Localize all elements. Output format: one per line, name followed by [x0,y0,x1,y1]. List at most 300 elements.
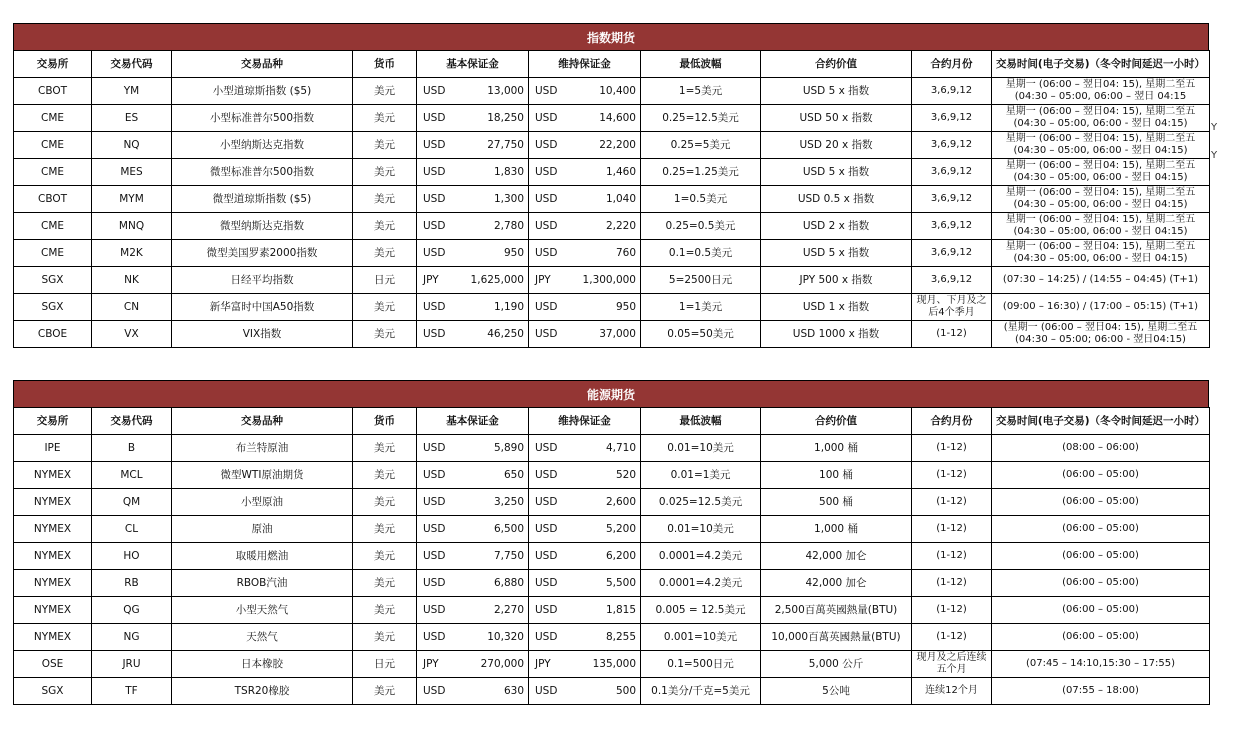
tick-cell: 1=5美元 [641,78,761,105]
maint-margin-value: 760 [615,246,636,259]
initial-margin-wrap [417,442,528,455]
contract-value-cell: USD 5 x 指数 [761,78,912,105]
currency-cell: 美元 [353,516,417,543]
maint-margin-wrap [529,220,640,233]
column-header: 基本保证金 [417,51,529,78]
product-cell: 小型原油 [172,489,353,516]
energy-futures-table [13,407,1210,705]
initial-margin-wrap [417,631,528,644]
column-header: 最低波幅 [641,51,761,78]
initial-margin-wrap [417,685,528,698]
contract-value-cell: 42,000 加仑 [761,543,912,570]
trading-hours-cell: (06:00 – 05:00) [992,624,1210,651]
column-header: 交易品种 [172,51,353,78]
initial-margin-cell [417,570,529,597]
stray-mark: Y [1211,122,1218,133]
trading-hours-cell: 星期一 (06:00 – 翌日04: 15), 星期二至五 (04:30 – 05:00, 06:00 - 翌日 04:15) [992,186,1210,213]
maint-margin-wrap [529,85,640,98]
maint-margin-wrap [529,301,640,314]
currency-cell: 美元 [353,132,417,159]
initial-margin-value: 270,000 [480,657,524,670]
exchange-cell: CME [14,105,92,132]
contract-months-cell: 现月及之后连续五个月 [912,651,992,678]
product-cell: RBOB汽油 [172,570,353,597]
column-header: 维持保证金 [529,408,641,435]
tick-cell: 1=1美元 [641,294,761,321]
contract-months-cell: (1-12) [912,489,992,516]
initial-margin-cell [417,435,529,462]
column-header: 交易代码 [92,51,172,78]
initial-margin-currency: USD [423,576,446,589]
maint-margin-value: 1,040 [605,192,636,205]
maint-margin-cell [529,132,641,159]
contract-value-cell: 5公吨 [761,678,912,705]
contract-months-cell: (1-12) [912,321,992,348]
maint-margin-value: 500 [615,684,636,697]
maint-margin-currency: USD [535,441,558,454]
initial-margin-value: 950 [503,246,524,259]
currency-cell: 美元 [353,105,417,132]
initial-margin-value: 7,750 [493,549,524,562]
contract-months-cell: (1-12) [912,516,992,543]
tick-cell: 0.01=1美元 [641,462,761,489]
maint-margin-value: 5,500 [605,576,636,589]
contract-value-cell: USD 5 x 指数 [761,159,912,186]
maint-margin-cell [529,213,641,240]
initial-margin-value: 1,830 [493,165,524,178]
contract-value-cell: USD 0.5 x 指数 [761,186,912,213]
currency-cell: 美元 [353,543,417,570]
energy-futures-title: 能源期货 [13,380,1209,407]
product-cell: TSR20橡胶 [172,678,353,705]
initial-margin-wrap [417,550,528,563]
product-cell: 微型WTI原油期货 [172,462,353,489]
contract-months-cell: 现月、下月及之后4个季月 [912,294,992,321]
initial-margin-value: 650 [503,468,524,481]
initial-margin-value: 5,890 [493,441,524,454]
table-row [14,516,1210,543]
product-cell: 小型纳斯达克指数 [172,132,353,159]
maint-margin-value: 135,000 [592,657,636,670]
maint-margin-wrap [529,577,640,590]
maint-margin-wrap [529,139,640,152]
trading-hours-cell: 星期一 (06:00 – 翌日04: 15), 星期二至五 (04:30 – 05:00, 06:00 – 翌日 04:15 [992,78,1210,105]
contract-months-cell: 3,6,9,12 [912,267,992,294]
initial-margin-value: 2,270 [493,603,524,616]
maint-margin-currency: USD [535,684,558,697]
maint-margin-cell [529,186,641,213]
tick-cell: 0.25=0.5美元 [641,213,761,240]
contract-value-cell: 5,000 公斤 [761,651,912,678]
initial-margin-currency: USD [423,441,446,454]
contract-value-cell: USD 5 x 指数 [761,240,912,267]
maint-margin-wrap [529,112,640,125]
exchange-cell: SGX [14,678,92,705]
product-cell: 小型标准普尔500指数 [172,105,353,132]
energy-futures-body [14,435,1210,705]
exchange-cell: CME [14,240,92,267]
column-header: 交易时间(电子交易)（冬令时间延迟一小时） [992,51,1210,78]
contract-months-cell: 3,6,9,12 [912,132,992,159]
initial-margin-cell [417,240,529,267]
exchange-cell: NYMEX [14,624,92,651]
table-row [14,294,1210,321]
initial-margin-currency: USD [423,522,446,535]
maint-margin-currency: USD [535,495,558,508]
contract-months-cell: (1-12) [912,462,992,489]
exchange-cell: CME [14,213,92,240]
exchange-cell: SGX [14,267,92,294]
maint-margin-currency: USD [535,549,558,562]
contract-value-cell: 2,500百萬英國熱量(BTU) [761,597,912,624]
contract-value-cell: USD 1 x 指数 [761,294,912,321]
maint-margin-cell [529,678,641,705]
exchange-cell: SGX [14,294,92,321]
maint-margin-value: 950 [615,300,636,313]
initial-margin-currency: JPY [423,273,439,286]
maint-margin-currency: JPY [535,657,551,670]
currency-cell: 美元 [353,624,417,651]
currency-cell: 美元 [353,570,417,597]
table-row [14,240,1210,267]
contract-months-cell: (1-12) [912,570,992,597]
column-header: 货币 [353,408,417,435]
table-row [14,132,1210,159]
initial-margin-wrap [417,193,528,206]
product-cell: 微型纳斯达克指数 [172,213,353,240]
contract-value-cell: USD 20 x 指数 [761,132,912,159]
currency-cell: 美元 [353,597,417,624]
product-cell: 天然气 [172,624,353,651]
initial-margin-value: 10,320 [487,630,524,643]
trading-hours-cell: (06:00 – 05:00) [992,489,1210,516]
column-header: 交易品种 [172,408,353,435]
index-futures-section [13,23,1209,348]
product-cell: 原油 [172,516,353,543]
maint-margin-value: 14,600 [599,111,636,124]
table-row [14,267,1210,294]
initial-margin-wrap [417,658,528,671]
initial-margin-currency: USD [423,630,446,643]
table-row [14,435,1210,462]
exchange-cell: NYMEX [14,489,92,516]
maint-margin-cell [529,159,641,186]
product-cell: 小型天然气 [172,597,353,624]
initial-margin-cell [417,78,529,105]
maint-margin-value: 1,460 [605,165,636,178]
trading-hours-cell: (07:45 – 14:10,15:30 – 17:55) [992,651,1210,678]
initial-margin-currency: USD [423,246,446,259]
index-futures-body [14,78,1210,348]
maint-margin-cell [529,267,641,294]
initial-margin-cell [417,651,529,678]
initial-margin-value: 13,000 [487,84,524,97]
initial-margin-cell [417,462,529,489]
maint-margin-cell [529,597,641,624]
currency-cell: 美元 [353,294,417,321]
maint-margin-cell [529,543,641,570]
maint-margin-value: 8,255 [605,630,636,643]
product-cell: 日经平均指数 [172,267,353,294]
initial-margin-cell [417,321,529,348]
currency-cell: 日元 [353,267,417,294]
column-header: 最低波幅 [641,408,761,435]
initial-margin-currency: USD [423,549,446,562]
tick-cell: 0.25=12.5美元 [641,105,761,132]
contract-months-cell: (1-12) [912,624,992,651]
initial-margin-wrap [417,166,528,179]
initial-margin-wrap [417,112,528,125]
table-row [14,105,1210,132]
maint-margin-currency: USD [535,192,558,205]
maint-margin-currency: USD [535,468,558,481]
currency-cell: 美元 [353,213,417,240]
currency-cell: 美元 [353,78,417,105]
code-cell: TF [92,678,172,705]
tick-cell: 0.25=1.25美元 [641,159,761,186]
initial-margin-value: 1,300 [493,192,524,205]
currency-cell: 美元 [353,678,417,705]
exchange-cell: CME [14,159,92,186]
tick-cell: 5=2500日元 [641,267,761,294]
table-row [14,489,1210,516]
maint-margin-wrap [529,550,640,563]
column-header: 合约月份 [912,408,992,435]
code-cell: MES [92,159,172,186]
product-cell: VIX指数 [172,321,353,348]
initial-margin-value: 18,250 [487,111,524,124]
maint-margin-value: 22,200 [599,138,636,151]
initial-margin-wrap [417,523,528,536]
trading-hours-cell: (星期一 (06:00 – 翌日04: 15), 星期二至五 (04:30 – 05:00; 06:00 - 翌日04:15) [992,321,1210,348]
table-row [14,462,1210,489]
initial-margin-cell [417,267,529,294]
initial-margin-cell [417,105,529,132]
contract-value-cell: USD 50 x 指数 [761,105,912,132]
maint-margin-cell [529,570,641,597]
maint-margin-wrap [529,274,640,287]
maint-margin-wrap [529,166,640,179]
maint-margin-value: 520 [615,468,636,481]
contract-months-cell: 连续12个月 [912,678,992,705]
tick-cell: 0.01=10美元 [641,516,761,543]
maint-margin-wrap [529,247,640,260]
maint-margin-wrap [529,496,640,509]
initial-margin-currency: JPY [423,657,439,670]
initial-margin-value: 6,500 [493,522,524,535]
maint-margin-cell [529,462,641,489]
maint-margin-currency: USD [535,603,558,616]
currency-cell: 美元 [353,159,417,186]
contract-months-cell: 3,6,9,12 [912,240,992,267]
contract-months-cell: (1-12) [912,543,992,570]
maint-margin-value: 5,200 [605,522,636,535]
initial-margin-currency: USD [423,84,446,97]
maint-margin-currency: USD [535,246,558,259]
code-cell: CN [92,294,172,321]
code-cell: M2K [92,240,172,267]
initial-margin-cell [417,132,529,159]
exchange-cell: IPE [14,435,92,462]
initial-margin-cell [417,543,529,570]
initial-margin-cell [417,597,529,624]
tick-cell: 0.1美分/千克=5美元 [641,678,761,705]
index-header-row [14,51,1210,78]
product-cell: 小型道琼斯指数 ($5) [172,78,353,105]
table-row [14,543,1210,570]
maint-margin-cell [529,240,641,267]
maint-margin-cell [529,489,641,516]
initial-margin-value: 630 [503,684,524,697]
trading-hours-cell: (09:00 – 16:30) / (17:00 – 05:15) (T+1) [992,294,1210,321]
maint-margin-value: 4,710 [605,441,636,454]
maint-margin-currency: USD [535,576,558,589]
initial-margin-wrap [417,220,528,233]
maint-margin-cell [529,78,641,105]
maint-margin-wrap [529,685,640,698]
initial-margin-currency: USD [423,138,446,151]
column-header: 交易时间(电子交易)（冬令时间延迟一小时） [992,408,1210,435]
tick-cell: 0.01=10美元 [641,435,761,462]
column-header: 货币 [353,51,417,78]
code-cell: QG [92,597,172,624]
product-cell: 布兰特原油 [172,435,353,462]
initial-margin-cell [417,294,529,321]
code-cell: JRU [92,651,172,678]
initial-margin-currency: USD [423,111,446,124]
contract-months-cell: 3,6,9,12 [912,186,992,213]
stray-mark: Y [1211,150,1218,161]
initial-margin-wrap [417,301,528,314]
tick-cell: 0.0001=4.2美元 [641,570,761,597]
maint-margin-currency: USD [535,138,558,151]
maint-margin-cell [529,294,641,321]
initial-margin-wrap [417,274,528,287]
maint-margin-currency: USD [535,84,558,97]
tick-cell: 0.0001=4.2美元 [641,543,761,570]
index-futures-title: 指数期货 [13,23,1209,50]
table-row [14,678,1210,705]
initial-margin-currency: USD [423,468,446,481]
maint-margin-cell [529,105,641,132]
code-cell: VX [92,321,172,348]
exchange-cell: NYMEX [14,570,92,597]
column-header: 交易所 [14,51,92,78]
code-cell: QM [92,489,172,516]
index-futures-table [13,50,1210,348]
currency-cell: 美元 [353,462,417,489]
currency-cell: 美元 [353,186,417,213]
exchange-cell: NYMEX [14,543,92,570]
currency-cell: 美元 [353,435,417,462]
maint-margin-currency: USD [535,219,558,232]
initial-margin-wrap [417,469,528,482]
tick-cell: 1=0.5美元 [641,186,761,213]
energy-header-row [14,408,1210,435]
code-cell: NG [92,624,172,651]
contract-value-cell: 100 桶 [761,462,912,489]
product-cell: 微型标准普尔500指数 [172,159,353,186]
maint-margin-wrap [529,469,640,482]
maint-margin-wrap [529,658,640,671]
maint-margin-currency: JPY [535,273,551,286]
table-row [14,78,1210,105]
contract-value-cell: USD 2 x 指数 [761,213,912,240]
energy-futures-section [13,380,1209,705]
contract-value-cell: USD 1000 x 指数 [761,321,912,348]
initial-margin-value: 46,250 [487,327,524,340]
maint-margin-value: 10,400 [599,84,636,97]
initial-margin-value: 27,750 [487,138,524,151]
tick-cell: 0.005 = 12.5美元 [641,597,761,624]
exchange-cell: CBOE [14,321,92,348]
initial-margin-currency: USD [423,327,446,340]
initial-margin-cell [417,186,529,213]
contract-months-cell: 3,6,9,12 [912,159,992,186]
initial-margin-wrap [417,139,528,152]
initial-margin-value: 2,780 [493,219,524,232]
product-cell: 新华富时中国A50指数 [172,294,353,321]
table-row [14,624,1210,651]
exchange-cell: NYMEX [14,462,92,489]
trading-hours-cell: (06:00 – 05:00) [992,543,1210,570]
trading-hours-cell: (06:00 – 05:00) [992,462,1210,489]
maint-margin-currency: USD [535,327,558,340]
code-cell: ES [92,105,172,132]
maint-margin-wrap [529,193,640,206]
maint-margin-value: 1,300,000 [582,273,636,286]
table-row [14,597,1210,624]
initial-margin-value: 1,190 [493,300,524,313]
maint-margin-value: 2,220 [605,219,636,232]
column-header: 维持保证金 [529,51,641,78]
exchange-cell: CBOT [14,186,92,213]
initial-margin-wrap [417,604,528,617]
initial-margin-wrap [417,247,528,260]
exchange-cell: CBOT [14,78,92,105]
contract-value-cell: 10,000百萬英國熱量(BTU) [761,624,912,651]
maint-margin-wrap [529,328,640,341]
tick-cell: 0.1=500日元 [641,651,761,678]
trading-hours-cell: (07:55 – 18:00) [992,678,1210,705]
initial-margin-currency: USD [423,300,446,313]
code-cell: HO [92,543,172,570]
product-cell: 微型道琼斯指数 ($5) [172,186,353,213]
initial-margin-cell [417,624,529,651]
trading-hours-cell: (06:00 – 05:00) [992,570,1210,597]
maint-margin-currency: USD [535,522,558,535]
currency-cell: 美元 [353,321,417,348]
currency-cell: 美元 [353,240,417,267]
maint-margin-currency: USD [535,111,558,124]
maint-margin-wrap [529,523,640,536]
code-cell: B [92,435,172,462]
contract-value-cell: 1,000 桶 [761,435,912,462]
initial-margin-wrap [417,85,528,98]
exchange-cell: CME [14,132,92,159]
initial-margin-wrap [417,577,528,590]
column-header: 合约月份 [912,51,992,78]
contract-value-cell: JPY 500 x 指数 [761,267,912,294]
contract-months-cell: (1-12) [912,597,992,624]
initial-margin-value: 3,250 [493,495,524,508]
code-cell: NQ [92,132,172,159]
contract-value-cell: 1,000 桶 [761,516,912,543]
initial-margin-currency: USD [423,603,446,616]
trading-hours-cell: 星期一 (06:00 – 翌日04: 15), 星期二至五 (04:30 – 05:00, 06:00 - 翌日 04:15) [992,213,1210,240]
code-cell: CL [92,516,172,543]
contract-value-cell: 42,000 加仑 [761,570,912,597]
